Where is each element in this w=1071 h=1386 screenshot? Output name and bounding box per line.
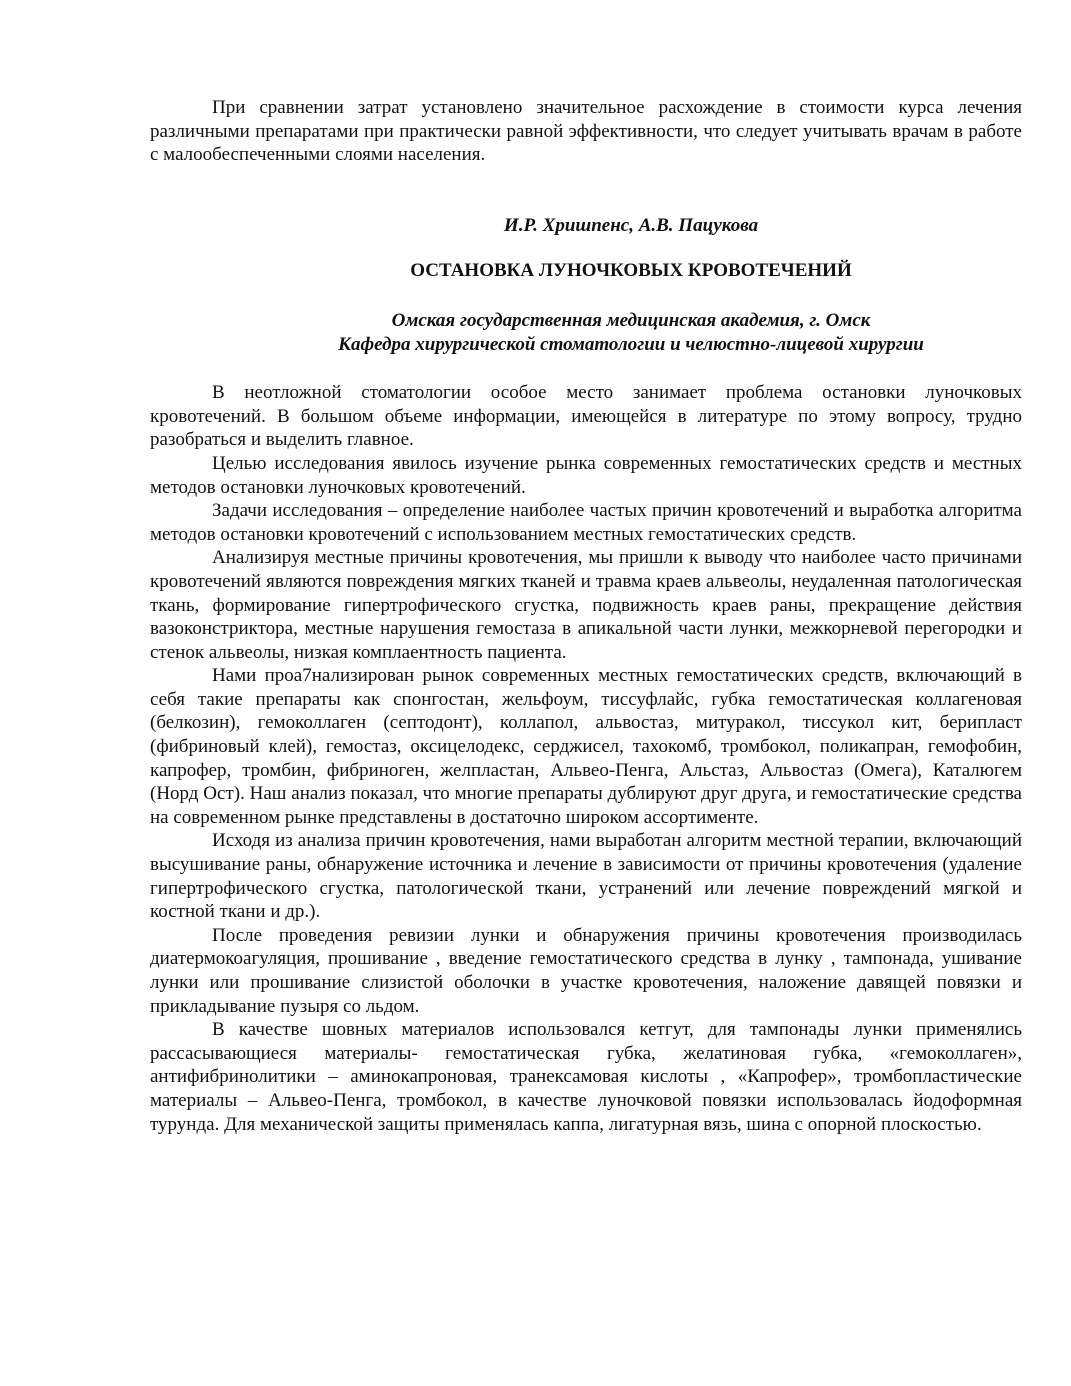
body-paragraph-5: Нами проа7нализирован рынок современных местных гемостатических средств, включающий в себя такие препараты как спонгостан, жельфоум, тиссуфлайс, губка гемостатическая коллагеновая (белкозин), гемоколлаген (септодонт), коллапол, альвостаз, митуракол, тиссукол кит, берипласт (фибриновый клей), гемостаз, оксицелодекс, серджисел, тахокомб, тромбокол, поликапран, гемофобин, капрофер, тромбин, фибриноген, желпластан, Альвео-Пенга, Альстаз, Альвостаз (Омега), Каталюгем (Норд Ост). Наш анализ показал, что многие препараты дублируют друг друга, и гемостатические средства на современном рынке представлены в достаточно широком ассортименте. <box>150 665 1022 828</box>
article-authors: И.Р. Хришпенс, А.В. Пацукова <box>503 214 759 236</box>
body-paragraph-2: Целью исследования явилось изучение рынка современных гемостатических средств и местных методов остановки луночковых кровотечений. <box>150 452 1022 498</box>
body-paragraph-6: Исходя из анализа причин кровотечения, нами выработан алгоритм местной терапии, включающий высушивание раны, обнаружение источника и лечение в зависимости от причины кровотечения (удаление гипертрофического сгустка, патологической ткани, устранений или лечение повреждений мягкой и костной ткани и др.). <box>150 830 1022 923</box>
affiliation-line-1: Омская государственная медицинская академия, г. Омск <box>391 309 871 331</box>
affiliation-line-2: Кафедра хирургической стоматологии и челюстно-лицевой хирургии <box>338 333 924 355</box>
body-paragraph-7: После проведения ревизии лунки и обнаружения причины кровотечения производилась диатермокоагуляция, прошивание , введение гемостатического средства в лунку , тампонада, ушивание лунки или прошивание слизистой оболочки в участке кровотечения, наложение давящей повязки и прикладывание пузыря со льдом. <box>150 924 1022 1017</box>
document-page <box>150 96 1022 1136</box>
article-affiliation <box>150 309 1022 356</box>
body-paragraph-8: В качестве шовных материалов использовался кетгут, для тампонады лунки применялись рассасывающиеся материалы- гемостатическая губка, желатиновая губка, «гемоколлаген», антифибринолитики – аминокапроновая, транексамовая кислоты , «Капрофер», тромбопластические материалы – Альвео-Пенга, тромбокол, в качестве луночковой повязки использовалась йодоформная турунда. Для механической защиты применялась каппа, лигатурная вязь, шина с опорной плоскостью. <box>150 1019 1022 1135</box>
body-paragraph-3: Задачи исследования – определение наиболее частых причин кровотечений и выработка алгоритма методов остановки кровотечений с использованием местных гемостатических средств. <box>150 500 1022 545</box>
body-paragraph-1: В неотложной стоматологии особое место занимает проблема остановки луночковых кровотечений. В большом объеме информации, имеющейся в литературе по этому вопросу, трудно разобраться и выделить главное. <box>150 382 1022 451</box>
intro-paragraph: При сравнении затрат установлено значительное расхождение в стоимости курса лечения различными препаратами при практически равной эффективности, что следует учитывать врачам в работе с малообеспеченными слоями населения. <box>150 97 1022 166</box>
article-body <box>150 381 1022 1136</box>
article-title: ОСТАНОВКА ЛУНОЧКОВЫХ КРОВОТЕЧЕНИЙ <box>410 260 852 282</box>
body-paragraph-4: Анализируя местные причины кровотечения, мы пришли к выводу что наиболее часто причинами кровотечений являются повреждения мягких тканей и травма краев альвеолы, неудаленная патологическая ткань, формирование гипертрофического сгустка, подвижность краев раны, прекращение действия вазоконстриктора, местные нарушения гемостаза в апикальной части лунки, межкорневой перегородки и стенок альвеолы, низкая комплаентность пациента. <box>150 547 1022 663</box>
